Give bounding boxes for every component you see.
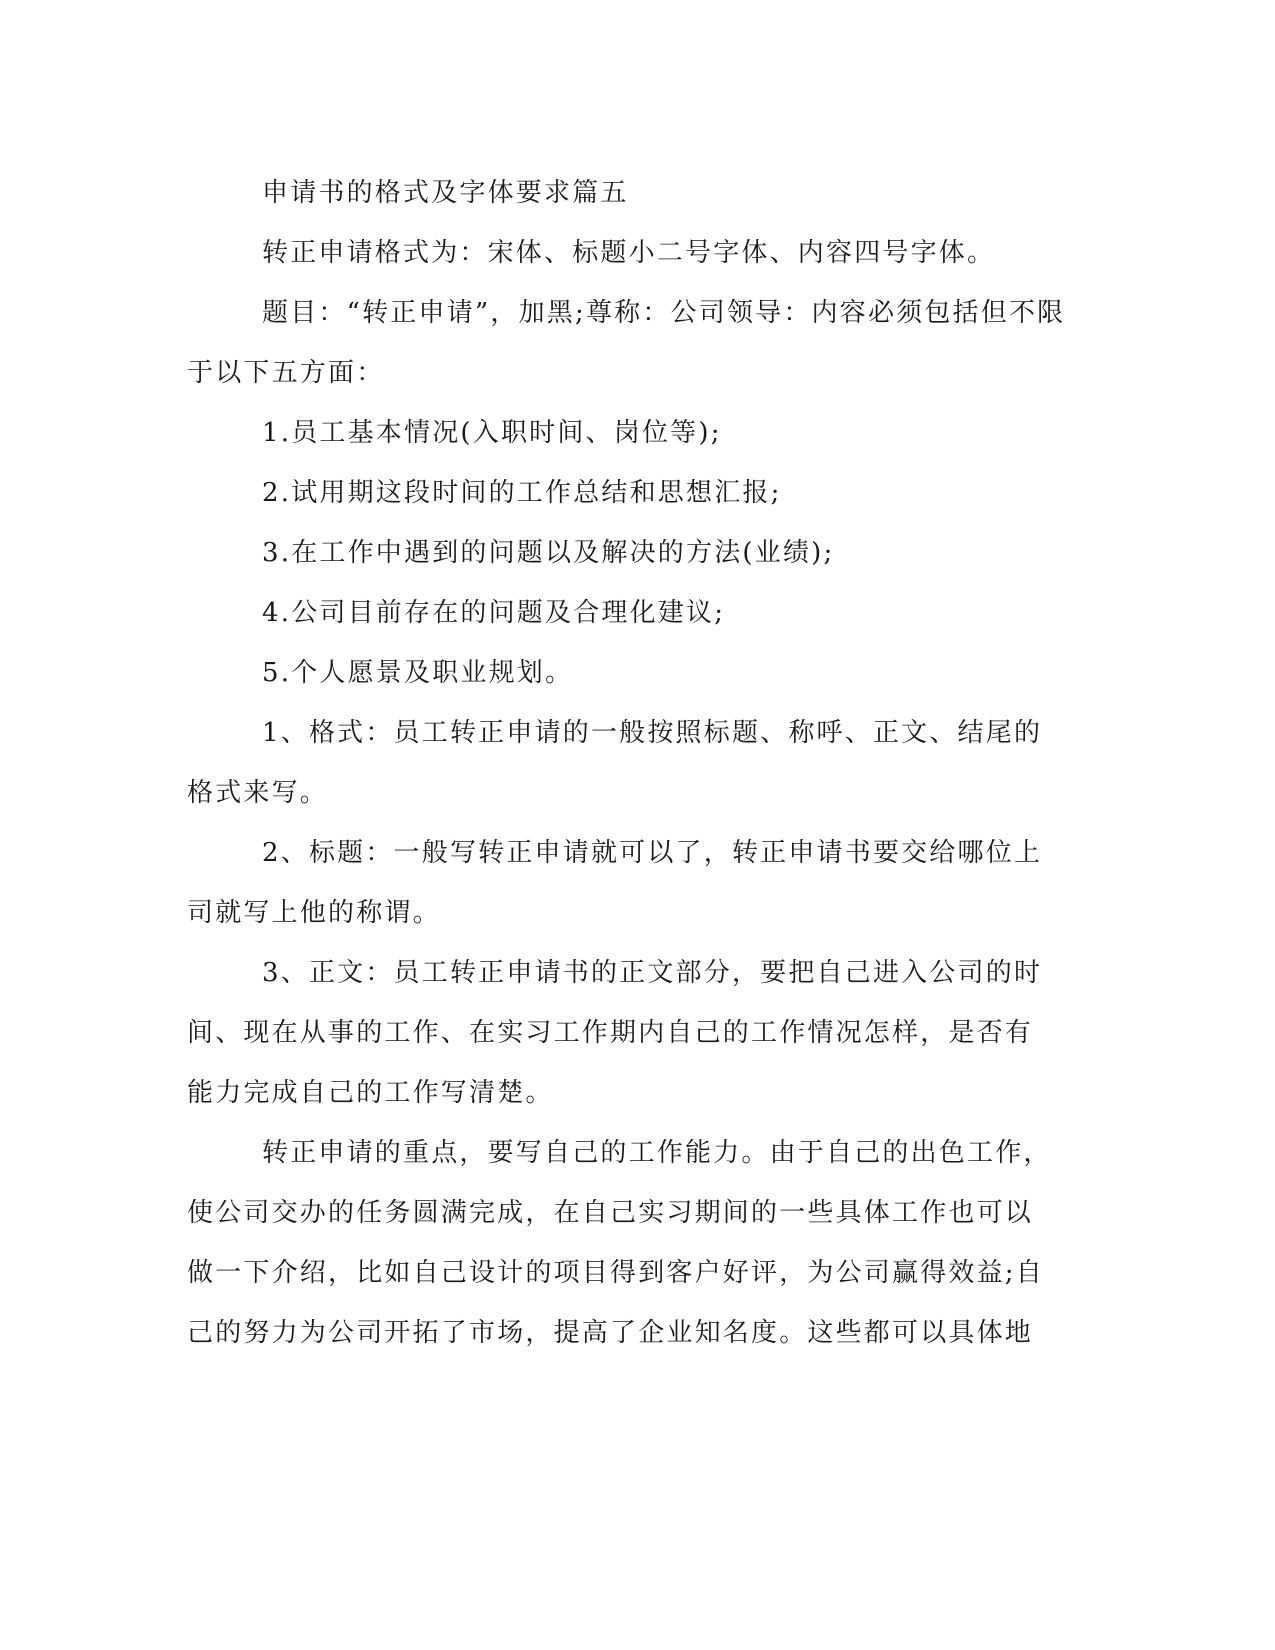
- list-item: 4.公司目前存在的问题及合理化建议;: [262, 598, 726, 628]
- paragraph-line: 于以下五方面：: [187, 358, 385, 388]
- paragraph-line: 3、正文：员工转正申请书的正文部分，要把自己进入公司的时: [262, 958, 1043, 988]
- paragraph-line: 己的努力为公司开拓了市场，提高了企业知名度。这些都可以具体地: [187, 1318, 1034, 1348]
- list-item: 1.员工基本情况(入职时间、岗位等);: [262, 418, 722, 448]
- paragraph-line: 2、标题：一般写转正申请就可以了，转正申请书要交给哪位上: [262, 838, 1043, 868]
- paragraph-line: 转正申请格式为：宋体、标题小二号字体、内容四号字体。: [262, 238, 996, 268]
- paragraph-line: 1、格式：员工转正申请的一般按照标题、称呼、正文、结尾的: [262, 718, 1043, 748]
- paragraph-line: 做一下介绍，比如自己设计的项目得到客户好评，为公司赢得效益;自: [187, 1258, 1044, 1288]
- paragraph-line: 格式来写。: [187, 778, 329, 808]
- paragraph-line: 能力完成自己的工作写清楚。: [187, 1078, 554, 1108]
- paragraph-line: 使公司交办的任务圆满完成，在自己实习期间的一些具体工作也可以: [187, 1198, 1034, 1228]
- paragraph-line: 转正申请的重点，要写自己的工作能力。由于自己的出色工作，: [262, 1138, 1052, 1168]
- list-item: 5.个人愿景及职业规划。: [262, 658, 574, 688]
- paragraph-line: 题目：“转正申请”，加黑;尊称：公司领导：内容必须包括但不限: [262, 298, 1066, 328]
- paragraph-line: 司就写上他的称谓。: [187, 898, 441, 928]
- paragraph-line: 间、现在从事的工作、在实习工作期内自己的工作情况怎样，是否有: [187, 1018, 1034, 1048]
- document-body: [187, 163, 1067, 1363]
- section-heading: 申请书的格式及字体要求篇五: [262, 178, 629, 208]
- list-item: 3.在工作中遇到的问题以及解决的方法(业绩);: [262, 538, 835, 568]
- list-item: 2.试用期这段时间的工作总结和思想汇报;: [262, 478, 782, 508]
